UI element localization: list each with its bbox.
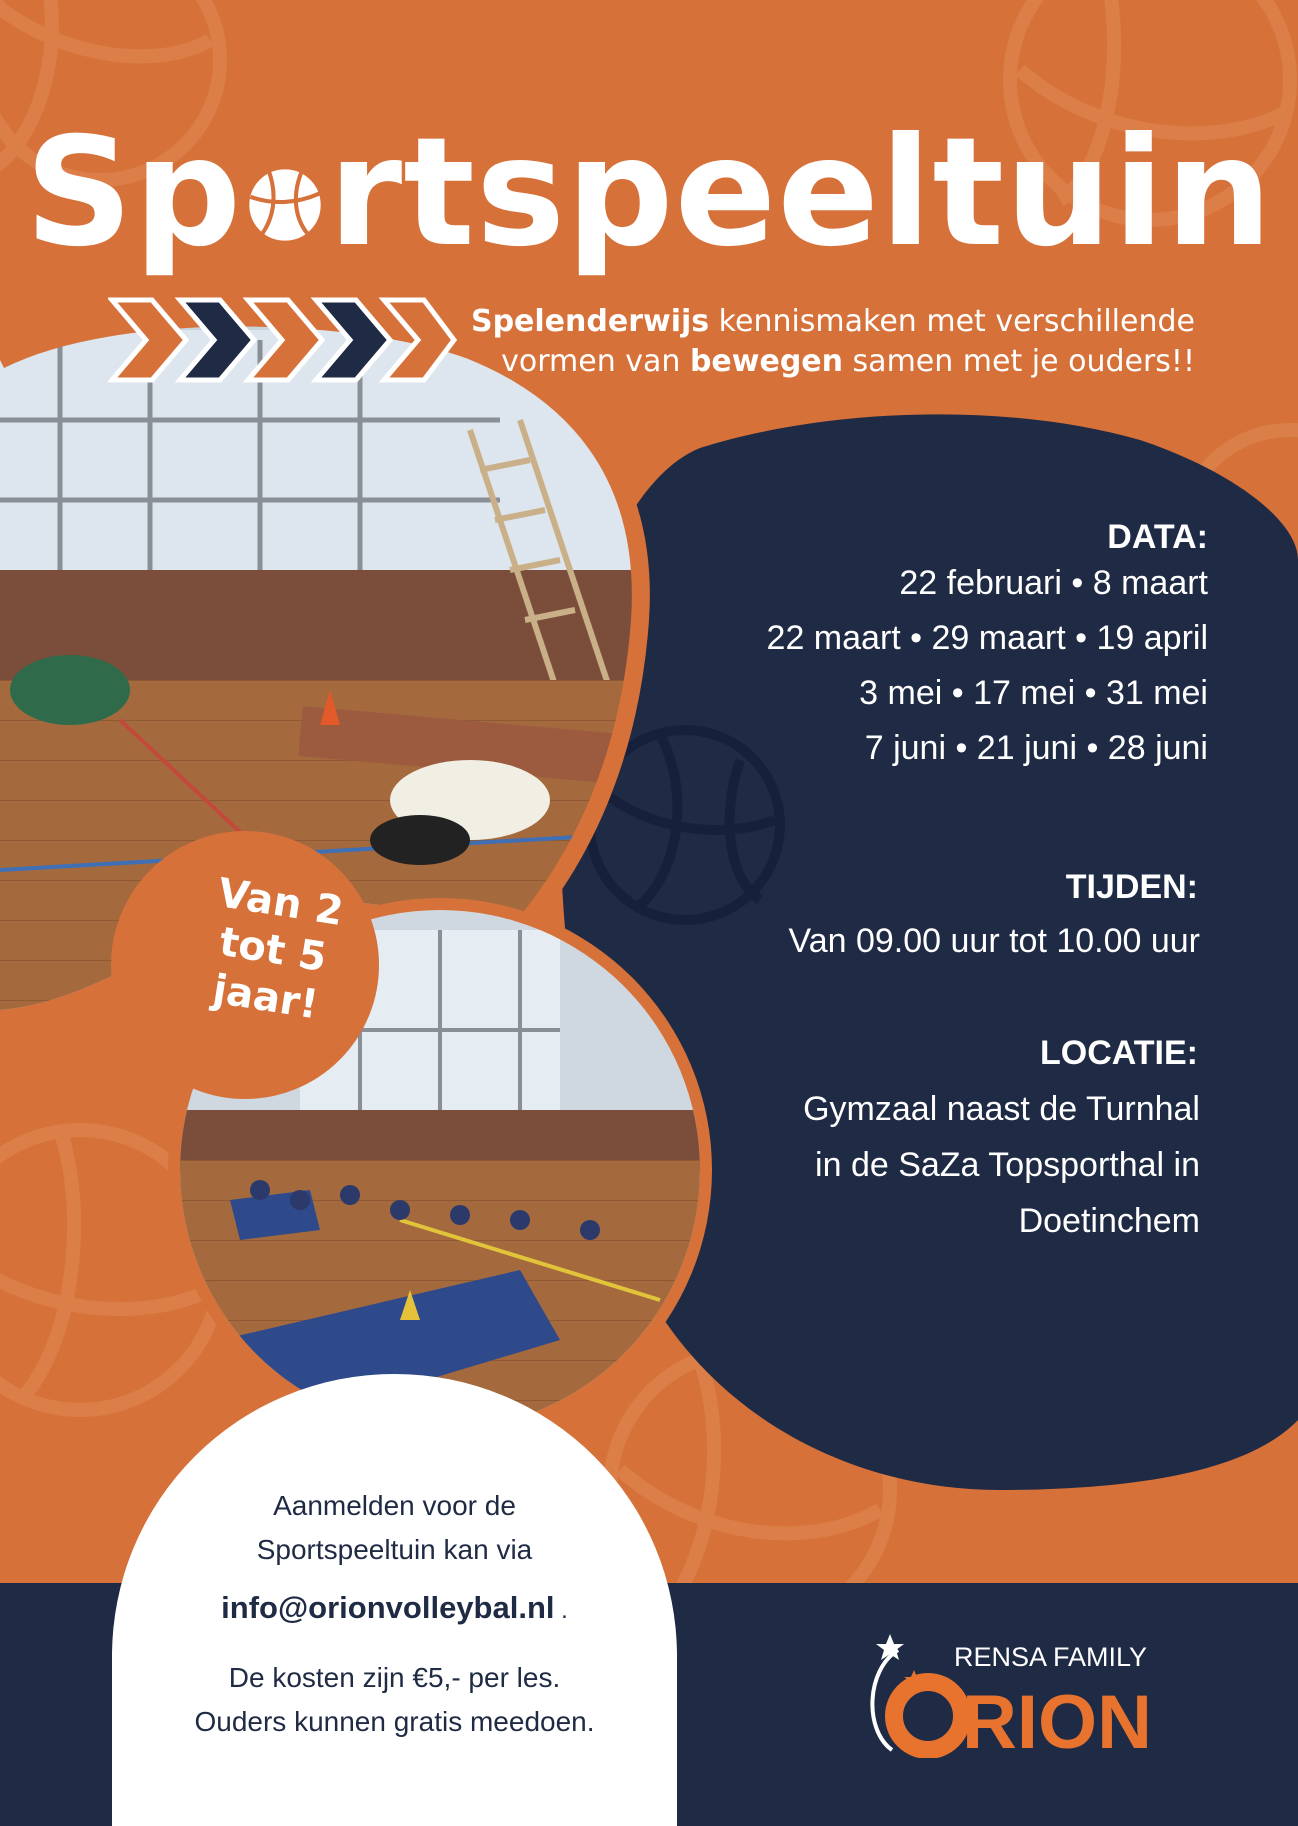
- signup-email-link[interactable]: info@orionvolleybal.nl: [221, 1590, 555, 1625]
- title-start: Sp: [24, 106, 243, 280]
- orion-logo: [858, 1630, 1188, 1758]
- tagline-rest-2: samen met je ouders!!: [843, 344, 1195, 379]
- location-line: in de SaZa Topsporthal in: [815, 1146, 1200, 1184]
- signup-email-line: [112, 1586, 677, 1633]
- logo-main-text: RION: [962, 1680, 1152, 1758]
- location-line: Gymzaal naast de Turnhal: [803, 1090, 1200, 1128]
- location-line: Doetinchem: [1018, 1202, 1200, 1240]
- signup-line: Aanmelden voor de: [273, 1490, 516, 1521]
- location-heading: LOCATIE:: [1039, 1034, 1198, 1072]
- signup-line: Sportspeeltuin kan via: [256, 1534, 533, 1565]
- dates-line: 22 maart • 29 maart • 19 april: [766, 619, 1208, 657]
- dates-line: 22 februari • 8 maart: [899, 564, 1208, 602]
- age-badge-line: jaar!: [209, 966, 322, 1029]
- title-end: rtspeeltuin: [328, 106, 1274, 280]
- cost-line: De kosten zijn €5,- per les.: [228, 1662, 561, 1693]
- dates-heading: DATA:: [1107, 518, 1208, 556]
- tagline: [440, 302, 1195, 382]
- cost-line: Ouders kunnen gratis meedoen.: [194, 1706, 595, 1737]
- dates-line: 3 mei • 17 mei • 31 mei: [859, 674, 1208, 712]
- volleyball-icon: [244, 164, 326, 246]
- logo-top-text: RENSA FAMILY: [954, 1642, 1148, 1672]
- tagline-pre-2: vormen van: [501, 344, 690, 379]
- chevron-arrows-icon: [108, 296, 458, 384]
- age-badge-line: Van 2: [214, 870, 347, 936]
- tagline-bold-2: bewegen: [689, 344, 844, 379]
- page-title: [0, 106, 1298, 280]
- tagline-bold-1: Spelenderwijs: [470, 304, 710, 339]
- age-badge-line: tot 5: [216, 918, 330, 982]
- times-line: Van 09.00 uur tot 10.00 uur: [788, 922, 1200, 960]
- tagline-rest-1: kennismaken met verschillende: [709, 304, 1195, 339]
- times-heading: TIJDEN:: [1065, 868, 1198, 906]
- dates-line: 7 juni • 21 juni • 28 juni: [864, 729, 1208, 767]
- signup-email-suffix: .: [554, 1597, 568, 1624]
